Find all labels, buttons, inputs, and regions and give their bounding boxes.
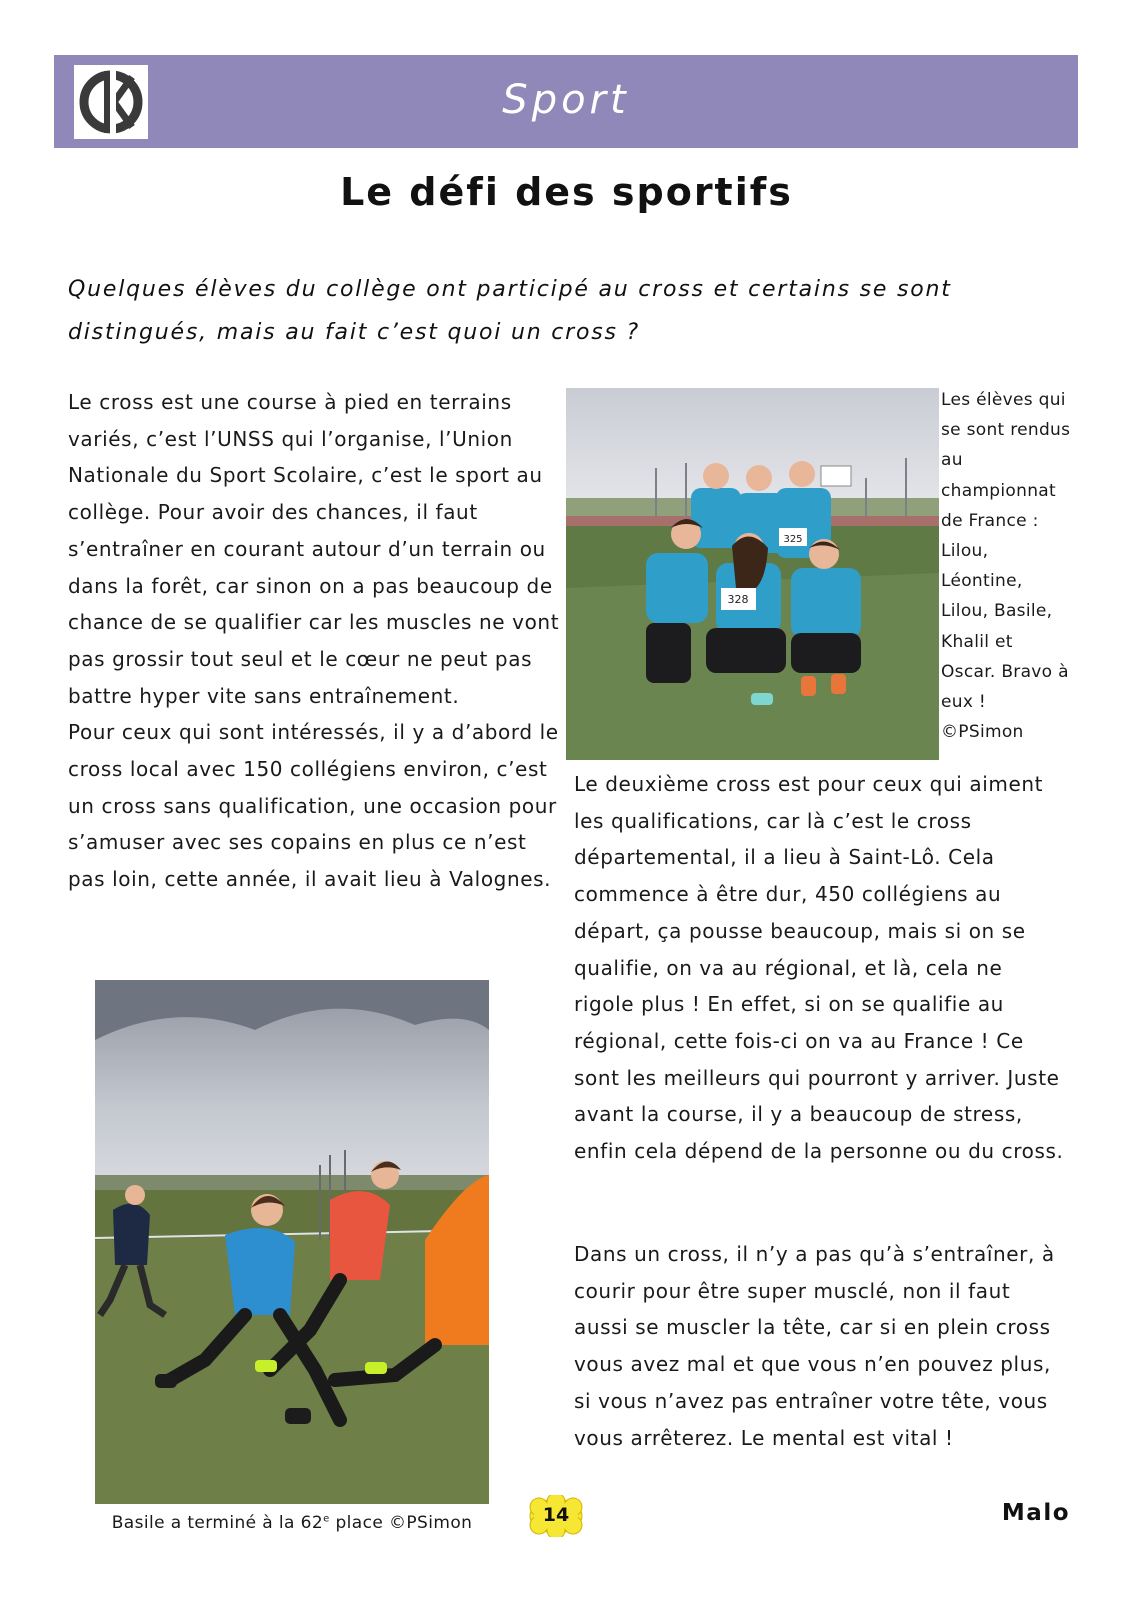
section-title: Sport bbox=[502, 77, 630, 123]
paragraph: Le cross est une course à pied en terrains variés, c’est l’UNSS qui l’organise, l’Union Nationale du Sport Scolaire, c’est le sport au collège. Pour avoir des chances, il faut s’entraîner en courant autour d’un terrain ou dans la forêt, car sinon on a pas beaucoup de chance de se qualifier car les muscles ne vont pas grossir tout seul et le cœur ne peut pas battre hyper vite sans entraînement. bbox=[68, 390, 560, 708]
author-name: Malo bbox=[1001, 1500, 1070, 1526]
page-number: 14 bbox=[542, 1504, 570, 1526]
section-banner bbox=[54, 55, 1078, 148]
runners-photo bbox=[95, 980, 489, 1504]
paragraph: Dans un cross, il n’y a pas qu’à s’entraîner, à courir pour être super musclé, non il faut aussi se muscler la tête, car si en plein cross vous avez mal et que vous n’en pouvez plus, si vous n’avez pas entraîner votre tête, vous vous arrêterez. Le mental est vital ! bbox=[574, 1242, 1055, 1450]
paragraph: Pour ceux qui sont intéressés, il y a d’abord le cross local avec 150 collégiens environ, c’est un cross sans qualification, une occasion pour s’amuser avec ses copains en plus ce n’est pas loin, cette année, il avait lieu à Valognes. bbox=[68, 720, 559, 892]
runners-photo-caption bbox=[95, 1513, 489, 1533]
left-column bbox=[68, 384, 568, 898]
article-intro: Quelques élèves du collège ont participé au cross et certains se sont distingués, mais au fait c’est quoi un cross ? bbox=[68, 277, 952, 345]
bib-number: 328 bbox=[727, 593, 749, 606]
article-headline: Le défi des sportifs bbox=[340, 170, 793, 214]
page-number-badge bbox=[527, 1495, 585, 1537]
bib-number: 325 bbox=[783, 534, 803, 545]
right-column-bottom bbox=[574, 1236, 1069, 1456]
paragraph: Le deuxième cross est pour ceux qui aiment les qualifications, car là c’est le cross départemental, il a lieu à Saint-Lô. Cela commence à être dur, 450 collégiens au départ, ça pousse beaucoup, mais si on se qualifie, on va au régional, et là, cela ne rigole plus ! En effet, si on se qualifie au régional, cette fois-ci on va au France ! Ce sont les meilleurs qui pourront y arriver. Juste avant la course, il y a beaucoup de stress, enfin cela dépend de la personne ou du cross. bbox=[574, 772, 1064, 1164]
group-photo bbox=[566, 388, 939, 760]
right-column-top bbox=[574, 766, 1069, 1170]
ordinal-suffix: e bbox=[323, 1513, 330, 1525]
group-photo-caption: Les élèves qui se sont rendus au championnat de France : Lilou, Léontine, Lilou, Basile, Khalil et Oscar. Bravo à eux ! ©PSimon bbox=[941, 390, 1071, 743]
caption-text: Basile a terminé à la 62 bbox=[111, 1513, 324, 1533]
caption-credit: place ©PSimon bbox=[329, 1513, 473, 1533]
